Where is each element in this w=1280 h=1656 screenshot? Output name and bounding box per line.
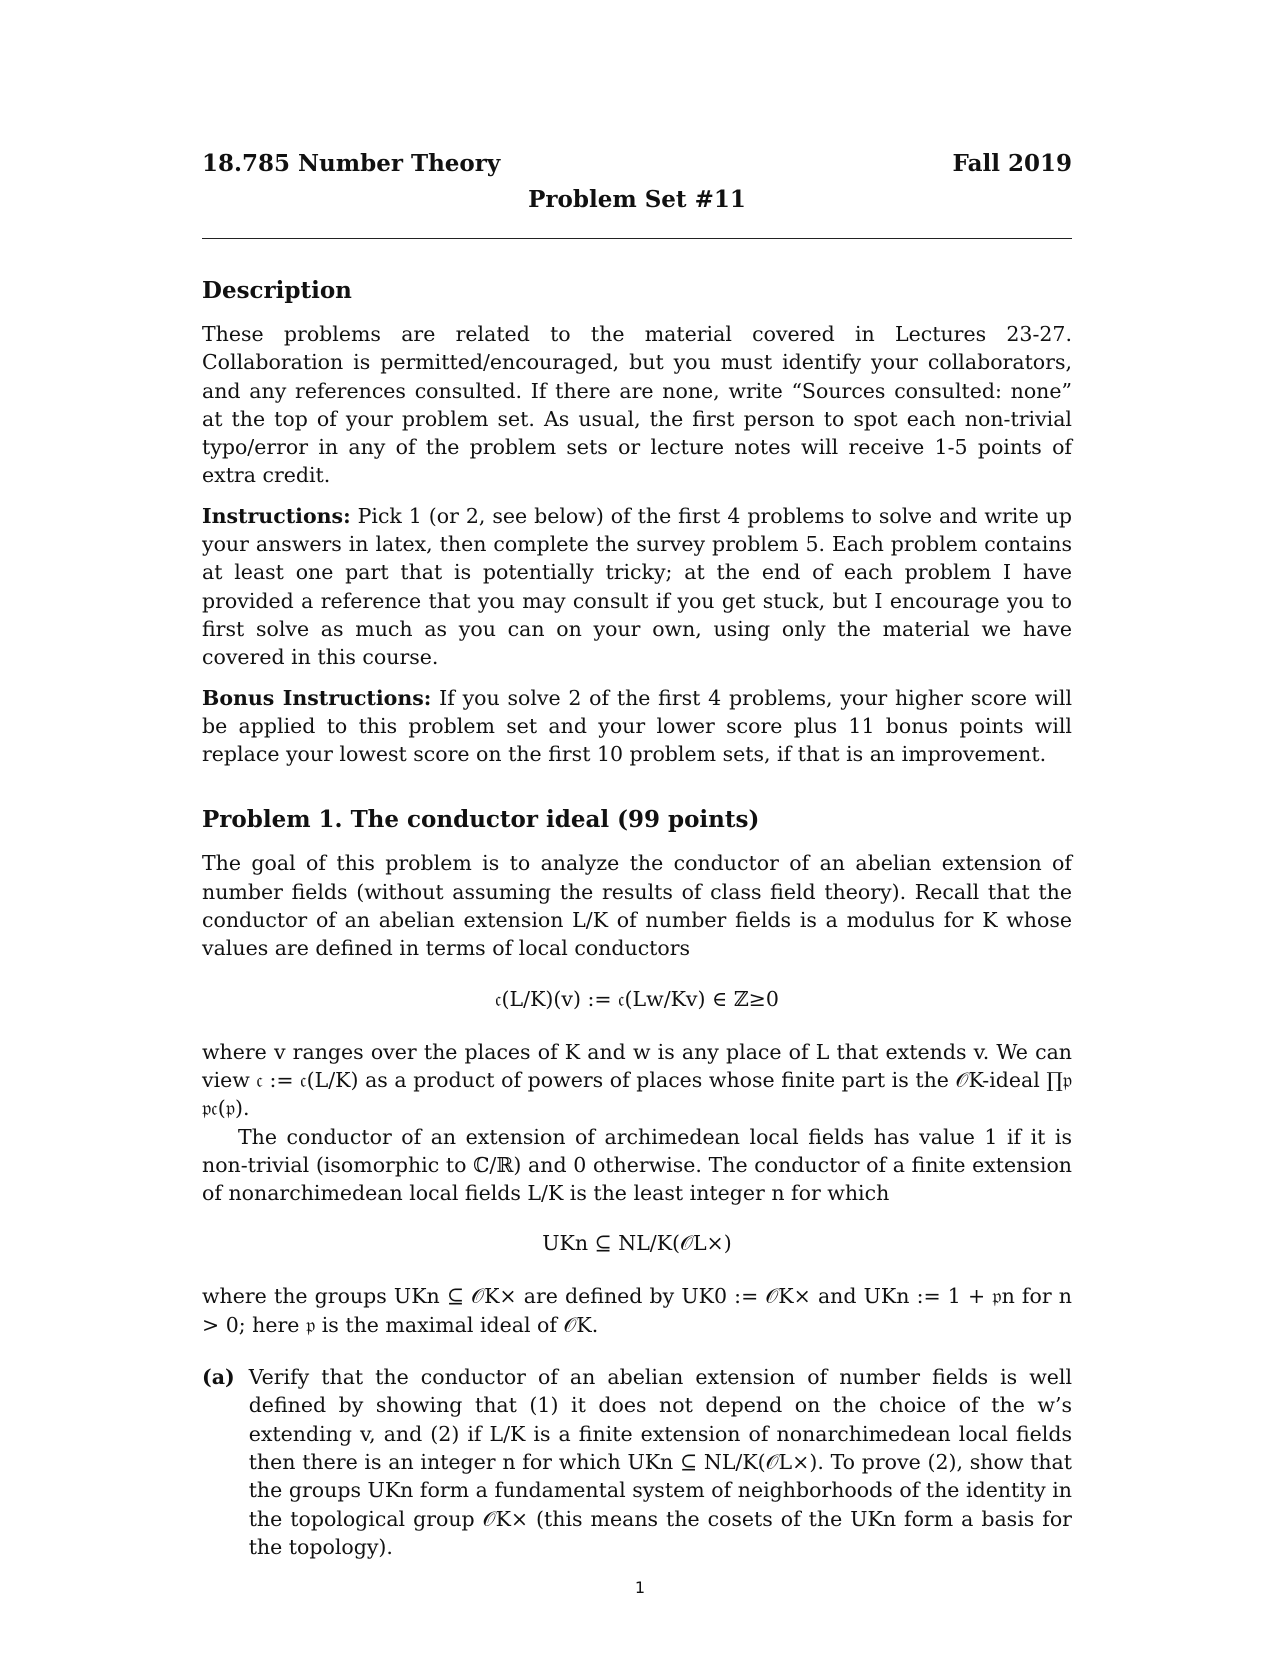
part-a (202, 1363, 1072, 1561)
instructions-label: Instructions: (202, 503, 351, 528)
problem1-places-paragraph: where v ranges over the places of K and w is any place of L that extends v. We can view 𝔠 := 𝔠(L/K) as a product of powers of places whose finite part is the 𝒪K-ideal ∏𝔭 𝔭𝔠(𝔭). (202, 1039, 1072, 1121)
part-a-label: (a) (202, 1365, 235, 1390)
problem1-intro: The goal of this problem is to analyze the conductor of an abelian extension of number fields (without assuming the results of class field theory). Recall that the conductor of an abelian extension L/K of number fields is a modulus for K whose values are defined in terms of local conductors (202, 851, 1072, 961)
problem-set-title: Problem Set #11 (528, 186, 746, 213)
instructions-paragraph (202, 502, 1072, 672)
document-header (202, 140, 1072, 220)
problem1-groups-paragraph: where the groups UKn ⊆ 𝒪K× are defined by UK0 := 𝒪K× and UKn := 1 + 𝔭n for n > 0; here 𝔭 is the maximal ideal of 𝒪K. (202, 1284, 1072, 1337)
norm-inclusion-equation: UKn ⊆ NL/K(𝒪L×) (542, 1231, 732, 1256)
conductor-equation: 𝔠(L/K)(v) := 𝔠(Lw/Kv) ∈ ℤ≥0 (495, 986, 779, 1011)
problem1-heading: Problem 1. The conductor ideal (99 points) (202, 806, 760, 834)
page-number: 1 (634, 1578, 646, 1597)
document-page (202, 140, 1072, 1561)
bonus-paragraph (202, 684, 1072, 769)
description-paragraph: These problems are related to the material covered in Lectures 23-27. Collaboration is permitted/encouraged, but you must identify your collaborators, and any references consulted. If there are none, write “Sources consulted: none” at the top of your problem set. As usual, the first person to spot each non-trivial typo/error in any of the problem sets or lecture notes will receive 1-5 points of extra credit. (202, 322, 1072, 488)
term-label: Fall 2019 (952, 150, 1072, 177)
header-rule (202, 238, 1072, 239)
instructions-text: Pick 1 (or 2, see below) of the first 4 problems to solve and write up your answers in latex, then complete the survey problem 5. Each problem contains at least one part that is potentially tricky; at the end of each problem I have provided a reference that you may consult if you get stuck, but I encourage you to first solve as much as you can on your own, using only the material we have covered in this course. (202, 503, 1072, 670)
bonus-label: Bonus Instructions: (202, 685, 432, 710)
course-title: 18.785 Number Theory (202, 150, 501, 177)
problem1-archimedean-paragraph: The conductor of an extension of archimedean local fields has value 1 if it is non-trivial (isomorphic to ℂ/ℝ) and 0 otherwise. The conductor of a finite extension of nonarchimedean local fields L/K is the least integer n for which (202, 1124, 1072, 1206)
description-heading: Description (202, 277, 352, 304)
part-a-text: Verify that the conductor of an abelian extension of number fields is well defined by showing that (1) it does not depend on the choice of the w’s extending v, and (2) if L/K is a finite extension of nonarchimedean local fields then there is an integer n for which UKn ⊆ NL/K(𝒪L×). To prove (2), show that the groups UKn form a fundamental system of neighborhoods of the identity in the topological group 𝒪K× (this means the cosets of the UKn form a basis for the topology). (248, 1365, 1072, 1559)
bonus-text: If you solve 2 of the first 4 problems, your higher score will be applied to this problem set and your lower score plus 11 bonus points will replace your lowest score on the first 10 problem sets, if that is an improvement. (202, 685, 1072, 767)
